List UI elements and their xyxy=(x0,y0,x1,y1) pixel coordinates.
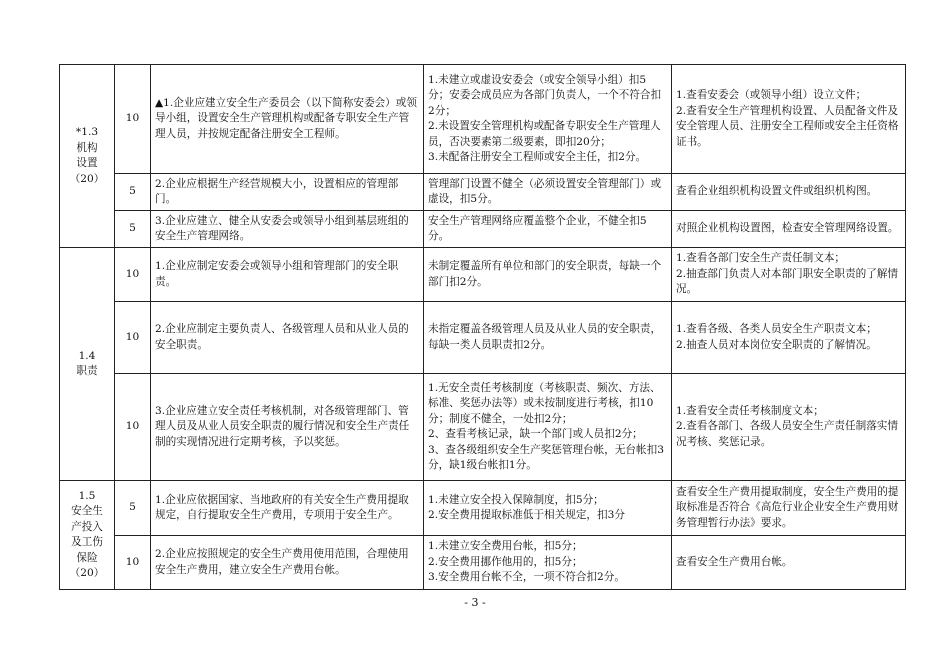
content-cell: 3.企业应建立安全责任考核机制，对各级管理部门、管理人员及从业人员安全职责的履行情况和安全生产责任制的实现情况进行定期考核，予以奖惩。 xyxy=(151,374,424,481)
standard-table xyxy=(59,64,906,590)
method-cell: 1.查看各部门安全生产责任制文本； 2.抽查部门负责人对本部门职安全职责的了解情况。 xyxy=(672,248,906,302)
score-cell: 10 xyxy=(115,248,151,302)
score-cell: 5 xyxy=(115,481,151,536)
criteria-cell: 管理部门设置不健全（必须设置安全管理部门）或虚设，扣5分。 xyxy=(424,174,672,211)
table-row xyxy=(60,302,906,374)
content-cell: 2.企业应制定主要负责人、各级管理人员和从业人员的安全职责。 xyxy=(151,302,424,374)
method-cell: 1.查看各级、各类人员安全生产职责文本； 2.抽查人员对本岗位安全职责的了解情况。 xyxy=(672,302,906,374)
method-cell: 1.查看安全责任考核制度文本； 2.查看各部门、各级人员安全生产责任制落实情况考核、奖惩记录。 xyxy=(672,374,906,481)
method-cell: 查看安全生产费用台帐。 xyxy=(672,536,906,590)
method-cell: 查看企业组织机构设置文件或组织机构图。 xyxy=(672,174,906,211)
method-cell: 对照企业机构设置图，检查安全管理网络设置。 xyxy=(672,211,906,248)
table-row xyxy=(60,211,906,248)
criteria-cell: 1.未建立安全投入保障制度，扣5分； 2.安全费用提取标准低于相关规定，扣3分 xyxy=(424,481,672,536)
score-cell: 5 xyxy=(115,174,151,211)
table-row xyxy=(60,536,906,590)
score-cell: 10 xyxy=(115,536,151,590)
table-row xyxy=(60,374,906,481)
criteria-cell: 1.无安全责任考核制度（考核职责、频次、方法、标准、奖惩办法等）或未按制度进行考核，扣10分；制度不健全，一处扣2分； 2、查看考核记录，缺一个部门或人员扣2分； 3、查各级组织安全生产奖惩管理台帐，无台帐扣3分，缺1级台帐扣1分。 xyxy=(424,374,672,481)
table-row xyxy=(60,248,906,302)
score-cell: 10 xyxy=(115,65,151,174)
criteria-cell: 未指定覆盖各级管理人员及从业人员的安全职责，每缺一类人员职责扣2分。 xyxy=(424,302,672,374)
table-row xyxy=(60,481,906,536)
criteria-cell: 1.未建立或虚设安委会（或安全领导小组）扣5分；安委会成员应为各部门负责人，一个不符合扣2分； 2.未设置安全管理机构或配备专职安全生产管理人员，否决要素第二级要素，即扣20分； 3.未配备注册安全工程师或安全主任，扣2分。 xyxy=(424,65,672,174)
content-cell: 2.企业应按照规定的安全生产费用使用范围，合理使用安全生产费用，建立安全生产费用台帐。 xyxy=(151,536,424,590)
content-cell: 3.企业应建立、健全从安委会或领导小组到基层班组的安全生产管理网络。 xyxy=(151,211,424,248)
section-label: 1.5 安全生 产投入 及工伤 保险 （20） xyxy=(60,481,115,590)
criteria-cell: 未制定覆盖所有单位和部门的安全职责，每缺一个部门扣2分。 xyxy=(424,248,672,302)
content-cell: 1.企业应制定安委会或领导小组和管理部门的安全职责。 xyxy=(151,248,424,302)
section-label: 1.4 职责 xyxy=(60,248,115,481)
table-row xyxy=(60,65,906,174)
method-cell: 1.查看安委会（或领导小组）设立文件； 2.查看安全生产管理机构设置、人员配备文件及安全管理人员、注册安全工程师或安全主任资格证书。 xyxy=(672,65,906,174)
section-label: *1.3 机构 设置 （20） xyxy=(60,65,115,248)
table-row xyxy=(60,174,906,211)
score-cell: 10 xyxy=(115,302,151,374)
content-cell: 1.企业应依据国家、当地政府的有关安全生产费用提取规定，自行提取安全生产费用，专项用于安全生产。 xyxy=(151,481,424,536)
score-cell: 5 xyxy=(115,211,151,248)
page-number: - 3 - xyxy=(464,596,486,609)
method-cell: 查看安全生产费用提取制度，安全生产费用的提取标准是否符合《高危行业企业安全生产费用财务管理暂行办法》要求。 xyxy=(672,481,906,536)
criteria-cell: 1.未建立安全费用台帐，扣5分； 2.安全费用挪作他用的，扣5分； 3.安全费用台帐不全，一项不符合扣2分。 xyxy=(424,536,672,590)
content-cell: ▲1.企业应建立安全生产委员会（以下简称安委会）或领导小组，设置安全生产管理机构或配备专职安全生产管理人员，并按规定配备注册安全工程师。 xyxy=(151,65,424,174)
criteria-cell: 安全生产管理网络应覆盖整个企业，不健全扣5分。 xyxy=(424,211,672,248)
score-cell: 10 xyxy=(115,374,151,481)
content-cell: 2.企业应根据生产经营规模大小，设置相应的管理部门。 xyxy=(151,174,424,211)
